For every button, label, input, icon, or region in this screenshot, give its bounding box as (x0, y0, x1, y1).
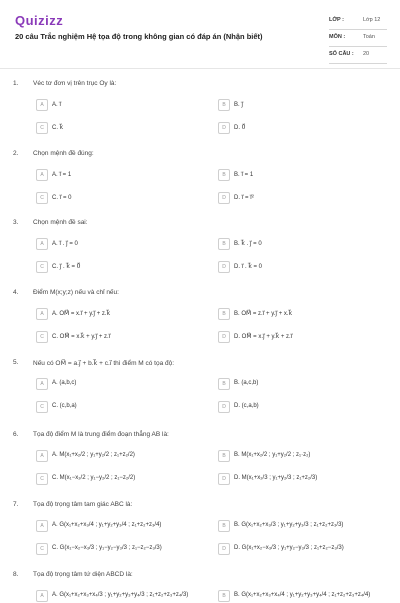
question-text: Tọa độ trọng tâm tam giác ABC là: (33, 501, 133, 508)
quizizz-logo: Quizizz (15, 13, 64, 28)
option-letter-box: A (36, 590, 48, 602)
option-letter-box: D (218, 473, 230, 485)
option-letter-box: B (218, 590, 230, 602)
option-text: C. i⃗ = 0 (52, 195, 72, 201)
option-text: B. k⃗ . j⃗ = 0 (234, 241, 262, 247)
option-letter-box: D (218, 122, 230, 134)
question-number: 3. (13, 219, 19, 226)
quiz-title: 20 câu Trắc nghiệm Hệ tọa độ trong không gian có đáp án (Nhận biết) (15, 32, 263, 41)
answer-option-b[interactable] (218, 590, 371, 603)
question-number: 5. (13, 359, 19, 366)
answer-option-d[interactable] (218, 261, 368, 274)
question-text: Điểm M(x;y;z) nếu và chỉ nếu: (33, 289, 119, 296)
option-text: B. M(x₁+x₂/2 ; y₁+y₂/2 ; z₁·z₂) (234, 452, 311, 458)
meta-row-subject (329, 30, 387, 47)
question-number: 6. (13, 431, 19, 438)
option-letter-box: A (36, 169, 48, 181)
option-letter-box: A (36, 308, 48, 320)
option-letter-box: A (36, 238, 48, 250)
answer-option-c[interactable] (36, 192, 186, 205)
option-text: A. OM⃗ = x.i⃗ + y.j⃗ + z.k⃗ (52, 311, 111, 317)
answer-option-a[interactable] (36, 308, 186, 321)
option-letter-box: B (218, 308, 230, 320)
option-text: C. k⃗ (52, 125, 64, 131)
answer-option-b[interactable] (218, 520, 368, 533)
option-text: A. G(x₁+x₂+x₃/4 ; y₁+y₂+y₃/4 ; z₁+z₂+z₃/4) (52, 522, 162, 528)
answer-option-c[interactable] (36, 543, 186, 556)
option-text: D. (c,a,b) (234, 403, 259, 409)
option-text: D. i⃗ = i⃗² (234, 195, 254, 201)
answer-option-c[interactable] (36, 261, 186, 274)
meta-value: 20 (363, 51, 370, 57)
question-number: 4. (13, 289, 19, 296)
worksheet-header (0, 0, 400, 66)
question-text: Véc tơ đơn vị trên trục Oy là: (33, 80, 117, 87)
answer-option-b[interactable] (218, 169, 368, 182)
option-text: A. M(x₁+x₂/2 ; y₁+y₂/2 ; z₁+z₂/2) (52, 452, 135, 458)
meta-key: SỐ CÂU : (329, 51, 354, 57)
answer-option-d[interactable] (218, 401, 368, 414)
answer-option-d[interactable] (218, 331, 368, 344)
answer-option-b[interactable] (218, 378, 368, 391)
option-letter-box: D (218, 401, 230, 413)
answer-option-b[interactable] (218, 238, 368, 251)
option-text: A. i⃗ . j⃗ = 0 (52, 241, 78, 247)
option-text: D. 0⃗ (234, 125, 246, 131)
meta-table (329, 13, 387, 64)
answer-option-d[interactable] (218, 473, 368, 486)
option-letter-box: C (36, 261, 48, 273)
answer-option-b[interactable] (218, 99, 368, 112)
answer-option-a[interactable] (36, 169, 186, 182)
answer-option-a[interactable] (36, 99, 186, 112)
option-text: B. OM⃗ = z.i⃗ + y.j⃗ + x.k⃗ (234, 311, 293, 317)
option-text: D. M(x₁+x₂/3 ; y₁+y₂/3 ; z₁+z₂/3) (234, 475, 318, 481)
option-letter-box: D (218, 543, 230, 555)
answer-option-a[interactable] (36, 590, 189, 603)
answer-option-a[interactable] (36, 378, 186, 391)
option-text: C. OM⃗ = x.k⃗ + y.j⃗ + z.i⃗ (52, 334, 111, 340)
option-text: B. i⃗ = 1 (234, 172, 254, 178)
option-text: B. (a,c,b) (234, 380, 259, 386)
option-letter-box: B (218, 169, 230, 181)
question-text: Chọn mệnh đề sai: (33, 219, 88, 226)
meta-key: MÔN : (329, 34, 346, 40)
answer-option-a[interactable] (36, 520, 186, 533)
meta-row-question-count (329, 47, 387, 64)
question-text: Nếu có OM⃗ = a.j⃗ + b.k⃗ + c.i⃗ thì điểm M có tọa độ: (33, 360, 175, 367)
header-divider (0, 68, 400, 69)
option-letter-box: A (36, 99, 48, 111)
option-text: A. i⃗ = 1 (52, 172, 72, 178)
answer-option-d[interactable] (218, 192, 368, 205)
option-text: B. G(x₁+x₂+x₃+x₄/4 ; y₁+y₂+y₃+y₄/4 ; z₁+z₂+z₃+z₄/4) (234, 592, 371, 598)
answer-option-a[interactable] (36, 450, 186, 463)
answer-option-c[interactable] (36, 122, 186, 135)
question-number: 1. (13, 80, 19, 87)
option-letter-box: B (218, 238, 230, 250)
option-text: A. G(x₁+x₂+x₃+x₄/3 ; y₁+y₂+y₃+y₄/3 ; z₁+z₂+z₃+z₄/3) (52, 592, 189, 598)
option-text: C. j⃗ . k⃗ = 0⃗ (52, 264, 81, 270)
answer-option-c[interactable] (36, 401, 186, 414)
option-letter-box: B (218, 378, 230, 390)
option-letter-box: B (218, 450, 230, 462)
answer-option-d[interactable] (218, 122, 368, 135)
option-letter-box: D (218, 331, 230, 343)
option-text: A. i⃗ (52, 102, 62, 108)
option-letter-box: A (36, 378, 48, 390)
option-text: D. OM⃗ = x.j⃗ + y.k⃗ + z.i⃗ (234, 334, 293, 340)
meta-value: Lớp 12 (363, 17, 381, 23)
option-letter-box: C (36, 401, 48, 413)
answer-option-a[interactable] (36, 238, 186, 251)
option-letter-box: A (36, 520, 48, 532)
option-text: B. G(x₁+x₂+x₃/3 ; y₁+y₂+y₃/3 ; z₁+z₂+z₃/3) (234, 522, 344, 528)
question-text: Tọa độ điểm M là trung điểm đoạn thẳng AB là: (33, 431, 169, 438)
question-number: 2. (13, 150, 19, 157)
answer-option-c[interactable] (36, 331, 186, 344)
meta-row-grade (329, 13, 387, 30)
option-letter-box: C (36, 331, 48, 343)
question-text: Tọa độ trọng tâm tứ diện ABCD là: (33, 571, 133, 578)
meta-value: Toán (363, 34, 375, 40)
question-number: 7. (13, 501, 19, 508)
meta-key: LỚP : (329, 17, 344, 23)
question-text: Chọn mệnh đề đúng: (33, 150, 94, 157)
answer-option-c[interactable] (36, 473, 186, 486)
option-letter-box: A (36, 450, 48, 462)
option-letter-box: D (218, 192, 230, 204)
option-letter-box: B (218, 99, 230, 111)
option-text: B. j⃗ (234, 102, 244, 108)
option-letter-box: C (36, 192, 48, 204)
option-letter-box: C (36, 122, 48, 134)
option-text: A. (a,b,c) (52, 380, 77, 386)
option-letter-box: C (36, 473, 48, 485)
answer-option-b[interactable] (218, 308, 368, 321)
answer-option-d[interactable] (218, 543, 368, 556)
option-text: C. M(x₁−x₂/2 ; y₁−y₂/2 ; z₁−z₂/2) (52, 475, 136, 481)
option-letter-box: B (218, 520, 230, 532)
option-text: D. G(x₁+x₂−x₃/3 ; y₁+y₂−y₃/3 ; z₁+z₂−z₃/3) (234, 545, 344, 551)
question-number: 8. (13, 571, 19, 578)
option-text: D. i⃗ . k⃗ = 0 (234, 264, 262, 270)
answer-option-b[interactable] (218, 450, 368, 463)
option-letter-box: D (218, 261, 230, 273)
option-letter-box: C (36, 543, 48, 555)
option-text: C. (c,b,a) (52, 403, 77, 409)
option-text: C. G(x₁−x₂−x₃/3 ; y₁−y₂−y₃/3 ; z₁−z₂−z₃/3) (52, 545, 162, 551)
